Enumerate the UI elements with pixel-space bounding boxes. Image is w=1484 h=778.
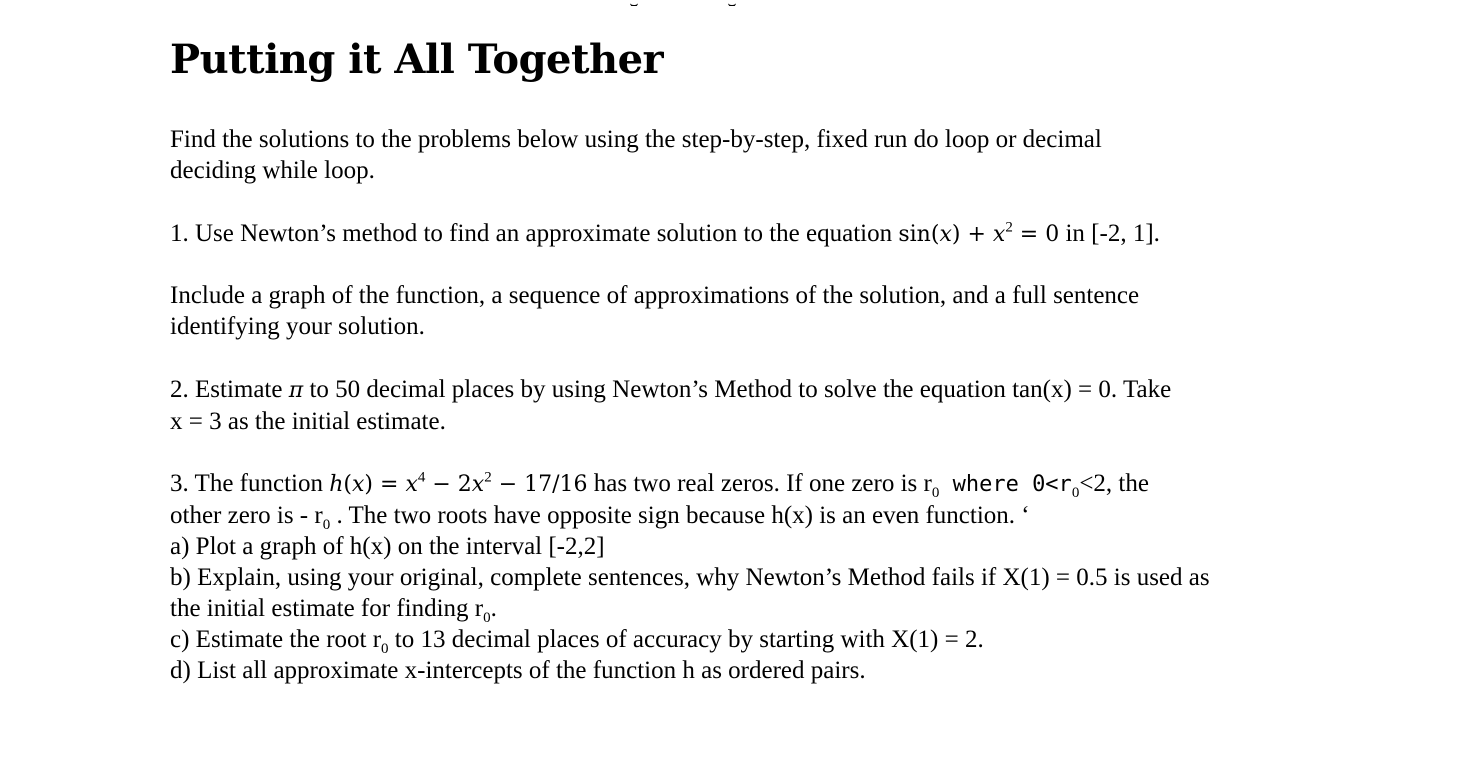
problem-2: 2. Estimate π to 50 decimal places by using Newton’s Method to solve the equation tan(x) = 0. Take x = 3 as the initial estimate. [170, 376, 1172, 435]
page-title: Putting it All Together [170, 36, 664, 83]
problem-3c: c) Estimate the root r [170, 626, 382, 653]
problem-3: 3. The function $h(x) = x^4 - 2x^2 - 17/16$ has two real zeros. If one zero is $r_0$ where $0<r_0<2$, the other zero is - $r_0$ . The two roots have opposite sign because h(x) is an even function. ‘ a) Plot a graph of h(x) on the interval [-2,2] b) Explain, using your original, complete sentences, why Newton’s Method fails if X(1) = 0.5 is used as the initial estimate for finding $r_0$. c) Estimate the root $r_0$ to 13 decimal places of accuracy by starting with X(1) = 2. d) List all approximate x-intercepts of the function h as ordered pairs. [170, 469, 1210, 684]
intro-paragraph: Find the solutions to the problems below using the step-by-step, fixed run do loop or decimal deciding while loop. [170, 126, 1102, 184]
problem-3a: a) Plot a graph of h(x) on the interval [-2,2] [170, 533, 605, 560]
problem-3b: b) Explain, using your original, complete sentences, why Newton’s Method fails if X(1) = 0.5 is used as [170, 564, 1210, 591]
problem-1-instructions: Include a graph of the function, a sequence of approximations of the solution, and a full sentence identifying your solution. [170, 282, 1140, 340]
problem-3d: d) List all approximate x-intercepts of the function h as ordered pairs. [170, 657, 866, 684]
clipped-header-remnant [630, 0, 830, 6]
problem-1: 1. Use Newton’s method to find an approximate solution to the equation $\sin(x) + x^2 = 0$ in [-2, 1]. [170, 219, 1160, 247]
